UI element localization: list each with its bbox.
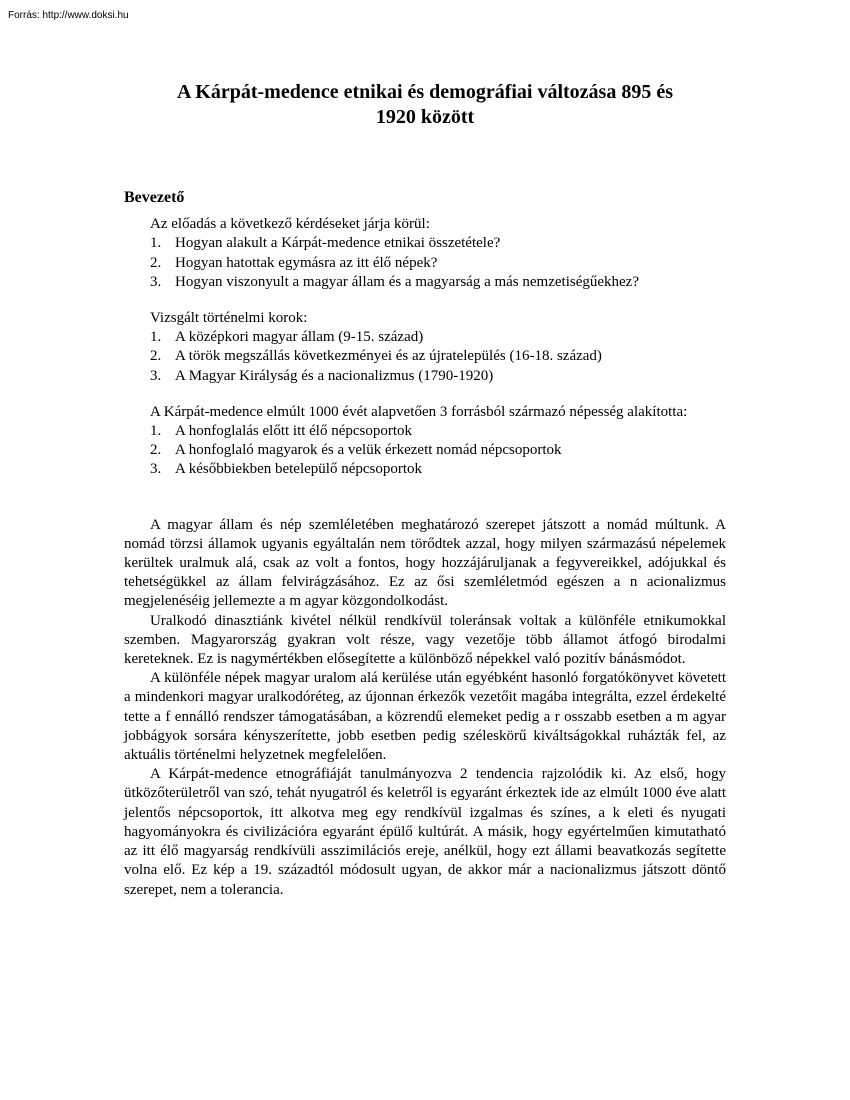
- list-item: 1. Hogyan alakult a Kárpát-medence etnikai összetétele?: [150, 234, 726, 253]
- paragraph: Uralkodó dinasztiánk kivétel nélkül rendkívül toleránsak voltak a különféle etnikumokkal szemben. Magyarország gyakran volt része, vagy vezetője több államot átfogó birodalmi kereteknek. Ez is nagymértékben elősegítette a különböző népekkel való pozitív bánásmódot.: [124, 612, 726, 668]
- list-item-text: A honfoglaló magyarok és a velük érkezett nomád népcsoportok: [175, 442, 562, 459]
- list-item: 2. Hogyan hatottak egymásra az itt élő népek?: [150, 254, 726, 273]
- title-line-2: 1920 között: [375, 106, 475, 128]
- list-item-text: A török megszállás következményei és az újratelepülés (16-18. század): [175, 348, 602, 365]
- periods-list: [124, 328, 726, 386]
- sources-intro: A Kárpát-medence elmúlt 1000 évét alapvetően 3 forrásból származó népesség alakította:: [150, 403, 688, 420]
- list-item-text: A középkori magyar állam (9-15. század): [175, 329, 424, 346]
- list-item: 1. A honfoglalás előtt itt élő népcsoportok: [150, 422, 726, 441]
- list-item-text: Hogyan viszonyult a magyar állam és a magyarság a más nemzetiségűekhez?: [175, 273, 639, 290]
- sources-list: [124, 422, 726, 480]
- title-line-1: A Kárpát-medence etnikai és demográfiai változása 895 és: [176, 81, 674, 103]
- list-item: 1. A középkori magyar állam (9-15. század): [150, 328, 726, 347]
- list-item-text: Hogyan alakult a Kárpát-medence etnikai összetétele?: [175, 235, 501, 252]
- list-item-text: A későbbiekben betelepülő népcsoportok: [175, 461, 423, 478]
- body-text: [124, 516, 726, 900]
- paragraph: A magyar állam és nép szemléletében meghatározó szerepet játszott a nomád múltunk. A nomád törzsi államok ugyanis egyáltalán nem törődtek azzal, hogy milyen származású népelemek kerültek uralmuk alá, csak az volt a fontos, hogy hozzájáruljanak a fegyvereikkel, adójukkal és tehetségükkel az állam felvirágzásához. Ez az ősi szemléletmód egészen a n acionalizmus megjelenéséig jellemezte a m agyar közgondolkodást.: [124, 516, 726, 610]
- list-item: 3. Hogyan viszonyult a magyar állam és a magyarság a más nemzetiségűekhez?: [150, 273, 726, 292]
- intro-text: Az előadás a következő kérdéseket járja körül:: [150, 216, 430, 233]
- list-item: 3. A Magyar Királyság és a nacionalizmus (1790-1920): [150, 367, 726, 386]
- list-item-text: Hogyan hatottak egymásra az itt élő népek?: [175, 254, 438, 271]
- list-item-text: A honfoglalás előtt itt élő népcsoportok: [175, 423, 413, 440]
- source-note: Forrás: http://www.doksi.hu: [8, 10, 129, 21]
- paragraph: A különféle népek magyar uralom alá kerülése után egyébként hasonló forgatókönyvet követett a mindenkori magyar uralkodóréteg, az újonnan érkezők vezetőit magába integrálta, ezzel érdekelté tette a f ennálló rendszer támogatásában, a közrendű elemeket pedig a r osszabb esetben a m agyar jobbágyok sorsára kényszerítette, jobb esetben pedig széleskörű kiváltságokkal ruházták fel, az aktuális történelmi helyzetnek megfelelően.: [124, 670, 726, 764]
- periods-title: Vizsgált történelmi korok:: [150, 310, 308, 327]
- section-heading: Bevezető: [124, 189, 185, 206]
- questions-list: [124, 234, 726, 292]
- list-item: 2. A török megszállás következményei és az újratelepülés (16-18. század): [150, 347, 726, 366]
- document-title: [120, 80, 730, 130]
- list-item: 2. A honfoglaló magyarok és a velük érkezett nomád népcsoportok: [150, 441, 726, 460]
- paragraph: A Kárpát-medence etnográfiáját tanulmányozva 2 tendencia rajzolódik ki. Az első, hogy ütközőterületről van szó, tehát nyugatról és keletről is egyaránt érkeztek ide az elmúlt 1000 éve alatt jelentős népcsoportok, itt alkotva meg egy rendkívül izgalmas és színes, a k eleti és nyugati hagyományokra és civilizációra egyaránt épülő kultúrát. A másik, hogy egyértelműen kimutatható az itt élő magyarság rendkívüli asszimilációs ereje, anélkül, hogy ezt állami beavatkozás segítette volna elő. Ez kép a 19. századtól módosult ugyan, de akkor már a nacionalizmus játszott döntő szerepet, nem a tolerancia.: [124, 766, 726, 898]
- list-item: 3. A későbbiekben betelepülő népcsoportok: [150, 460, 726, 479]
- document-body: [124, 188, 726, 900]
- list-item-text: A Magyar Királyság és a nacionalizmus (1790-1920): [175, 367, 494, 384]
